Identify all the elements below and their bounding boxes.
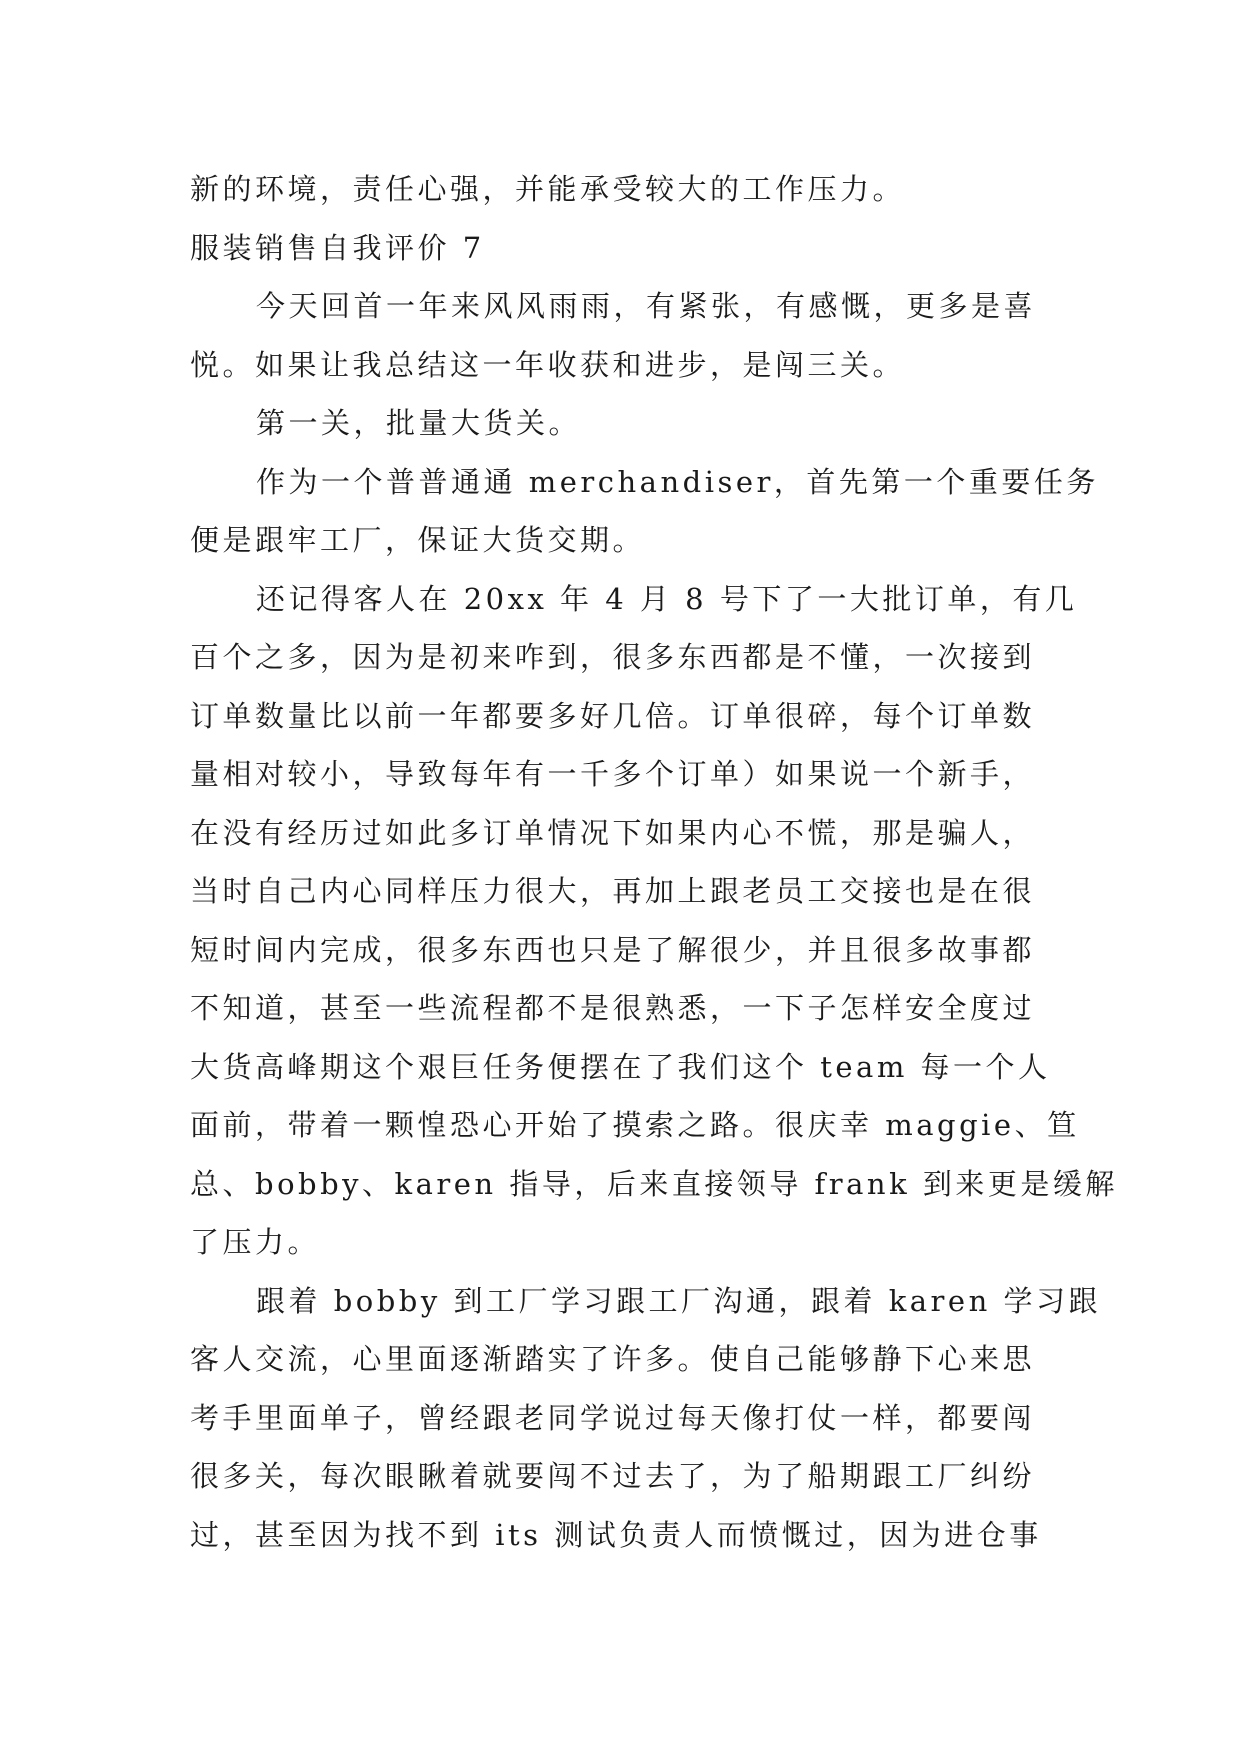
text-line-14: 短时间内完成，很多东西也只是了解很少，并且很多故事都 (190, 932, 1036, 967)
text-line-18: 总、bobby、karen 指导，后来直接领导 frank 到来更是缓解 (190, 1166, 1118, 1201)
text-line-7: 便是跟牢工厂，保证大货交期。 (190, 523, 646, 557)
section-heading: 服装销售自我评价 7 (190, 230, 485, 265)
text-line-16: 大货高峰期这个艰巨任务便摆在了我们这个 team 每一个人 (190, 1049, 1051, 1084)
text-line-11: 量相对较小，导致每年有一千多个订单）如果说一个新手， (190, 757, 1036, 791)
text-line-9: 百个之多，因为是初来咋到，很多东西都是不懂，一次接到 (190, 640, 1036, 674)
text-line-8: 还记得客人在 20xx 年 4 月 8 号下了一大批订单，有几 (256, 581, 1078, 616)
text-line-10: 订单数量比以前一年都要多好几倍。订单很碎，每个订单数 (190, 698, 1036, 733)
text-line-13: 当时自己内心同样压力很大，再加上跟老员工交接也是在很 (190, 874, 1036, 908)
text-line-5: 第一关，批量大货关。 (256, 406, 582, 440)
document-body (190, 160, 1118, 1564)
text-line-20: 跟着 bobby 到工厂学习跟工厂沟通，跟着 karen 学习跟 (256, 1283, 1101, 1318)
text-line-19: 了压力。 (190, 1225, 321, 1259)
text-line-17: 面前，带着一颗惶恐心开始了摸索之路。很庆幸 maggie、笪 (190, 1108, 1080, 1142)
text-line-3: 今天回首一年来风风雨雨，有紧张，有感慨，更多是喜 (256, 289, 1037, 323)
text-line-15: 不知道，甚至一些流程都不是很熟悉，一下子怎样安全度过 (190, 991, 1036, 1025)
text-line-6: 作为一个普普通通 merchandiser，首先第一个重要任务 (256, 464, 1099, 499)
text-line-12: 在没有经历过如此多订单情况下如果内心不慌，那是骗人， (190, 815, 1036, 850)
text-line-1: 新的环境，责任心强，并能承受较大的工作压力。 (190, 172, 906, 206)
text-line-22: 考手里面单子，曾经跟老同学说过每天像打仗一样，都要闯 (190, 1400, 1036, 1435)
text-line-4: 悦。如果让我总结这一年收获和进步，是闯三关。 (190, 347, 906, 382)
text-line-24: 过，甚至因为找不到 its 测试负责人而愤慨过，因为进仓事 (190, 1517, 1042, 1552)
text-line-23: 很多关，每次眼瞅着就要闯不过去了，为了船期跟工厂纠纷 (190, 1459, 1036, 1493)
text-line-21: 客人交流，心里面逐渐踏实了许多。使自己能够静下心来思 (190, 1342, 1036, 1376)
